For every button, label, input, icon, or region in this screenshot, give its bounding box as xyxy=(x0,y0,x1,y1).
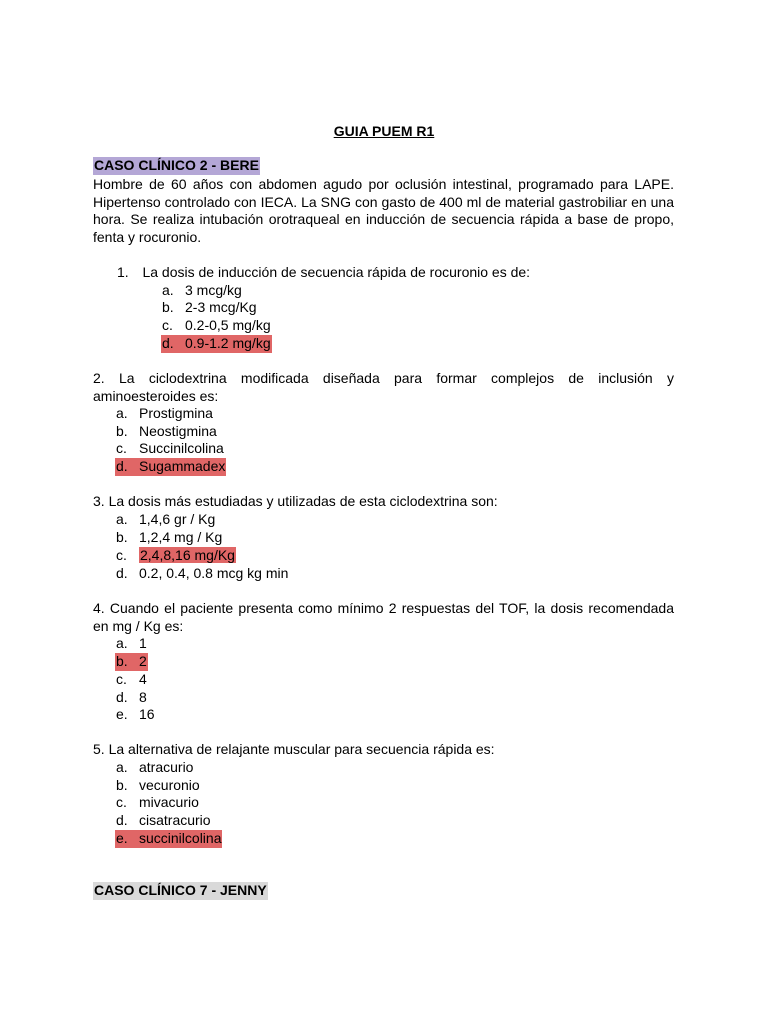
option-text: atracurio xyxy=(139,759,194,775)
case-2-heading: CASO CLÍNICO 2 - BERE xyxy=(94,157,259,173)
q2-option-c xyxy=(116,440,224,458)
q1-option-c xyxy=(162,317,271,335)
option-text: 4 xyxy=(139,671,147,687)
q2-option-b xyxy=(116,423,217,441)
question-4-text: 4. Cuando el paciente presenta como mínimo 2 respuestas del TOF, la dosis recomendada en mg / Kg es: xyxy=(93,600,674,634)
option-text: cisatracurio xyxy=(139,812,211,828)
option-letter: b. xyxy=(162,299,174,315)
option-text: 8 xyxy=(139,689,147,705)
option-letter: a. xyxy=(116,511,128,527)
option-letter: b. xyxy=(116,653,128,669)
option-letter: b. xyxy=(116,529,128,545)
option-text: 0.9-1.2 mg/kg xyxy=(185,335,271,351)
option-text: 1,2,4 mg / Kg xyxy=(139,529,223,545)
option-text: succinilcolina xyxy=(139,830,222,846)
q3-option-c xyxy=(116,547,236,565)
question-1-number: 1. xyxy=(117,264,129,280)
q5-option-c xyxy=(116,794,199,812)
q4-option-d xyxy=(116,689,147,707)
option-letter: d. xyxy=(116,458,128,474)
q5-option-e-correct-answer xyxy=(115,830,222,848)
option-text: 3 mcg/kg xyxy=(185,282,242,298)
option-text: 16 xyxy=(139,706,155,722)
q5-option-a xyxy=(116,759,193,777)
q3-option-d xyxy=(116,565,288,583)
question-5-text: 5. La alternativa de relajante muscular para secuencia rápida es: xyxy=(93,741,495,757)
q2-option-a xyxy=(116,405,213,423)
option-letter: a. xyxy=(116,759,128,775)
q1-option-d-correct-answer xyxy=(161,335,272,353)
option-letter: a. xyxy=(116,635,128,651)
page-title: GUIA PUEM R1 xyxy=(333,123,435,139)
option-letter: c. xyxy=(116,794,127,810)
question-3-text: 3. La dosis más estudiadas y utilizadas de esta ciclodextrina son: xyxy=(93,493,498,509)
q5-option-d xyxy=(116,812,211,830)
q1-option-b xyxy=(162,299,257,317)
option-letter: d. xyxy=(116,812,128,828)
q4-option-a xyxy=(116,635,147,653)
option-text-correct-answer: 2,4,8,16 mg/Kg xyxy=(140,547,235,563)
q5-option-b xyxy=(116,777,200,795)
option-text: 2-3 mcg/Kg xyxy=(185,299,257,315)
option-text: Prostigmina xyxy=(139,405,213,421)
question-1 xyxy=(117,264,530,282)
option-letter: b. xyxy=(116,423,128,439)
option-text: mivacurio xyxy=(139,794,199,810)
option-letter: e. xyxy=(116,830,128,846)
option-letter: c. xyxy=(116,440,127,456)
question-2-text: 2. La ciclodextrina modificada diseñada para formar complejos de inclusión y aminoesteroides es: xyxy=(93,370,674,404)
option-letter: a. xyxy=(116,405,128,421)
q3-option-a xyxy=(116,511,215,529)
option-text: 1 xyxy=(139,635,147,651)
option-letter: e. xyxy=(116,706,128,722)
q4-option-b-correct-answer xyxy=(115,653,148,671)
option-text: 0.2-0,5 mg/kg xyxy=(185,317,271,333)
option-letter: c. xyxy=(116,671,127,687)
option-letter: d. xyxy=(162,335,174,351)
option-text: Sugammadex xyxy=(139,458,226,474)
q3-option-b xyxy=(116,529,222,547)
option-text: 2 xyxy=(139,653,147,669)
q4-option-c xyxy=(116,671,147,689)
option-text: 1,4,6 gr / Kg xyxy=(139,511,216,527)
option-letter: c. xyxy=(162,317,173,333)
q2-option-d-correct-answer xyxy=(115,458,226,476)
option-letter: a. xyxy=(162,282,174,298)
option-text: Succinilcolina xyxy=(139,440,224,456)
option-letter: c. xyxy=(116,547,127,563)
option-text: Neostigmina xyxy=(139,423,217,439)
q1-option-a xyxy=(162,282,242,300)
case-7-heading: CASO CLÍNICO 7 - JENNY xyxy=(94,882,267,898)
option-letter: d. xyxy=(116,565,128,581)
q4-option-e xyxy=(116,706,155,724)
case-2-description: Hombre de 60 años con abdomen agudo por oclusión intestinal, programado para LAPE. Hipertenso controlado con IECA. La SNG con gasto de 400 ml de material gastrobiliar en una hora. Se realiza intubación orotraqueal en inducción de secuencia rápida a base de propo, fenta y rocuronio. xyxy=(93,176,674,245)
option-text: vecuronio xyxy=(139,777,200,793)
option-letter: b. xyxy=(116,777,128,793)
option-text: 0.2, 0.4, 0.8 mcg kg min xyxy=(139,565,289,581)
option-letter: d. xyxy=(116,689,128,705)
question-1-text: La dosis de inducción de secuencia rápida de rocuronio es de: xyxy=(142,264,531,280)
